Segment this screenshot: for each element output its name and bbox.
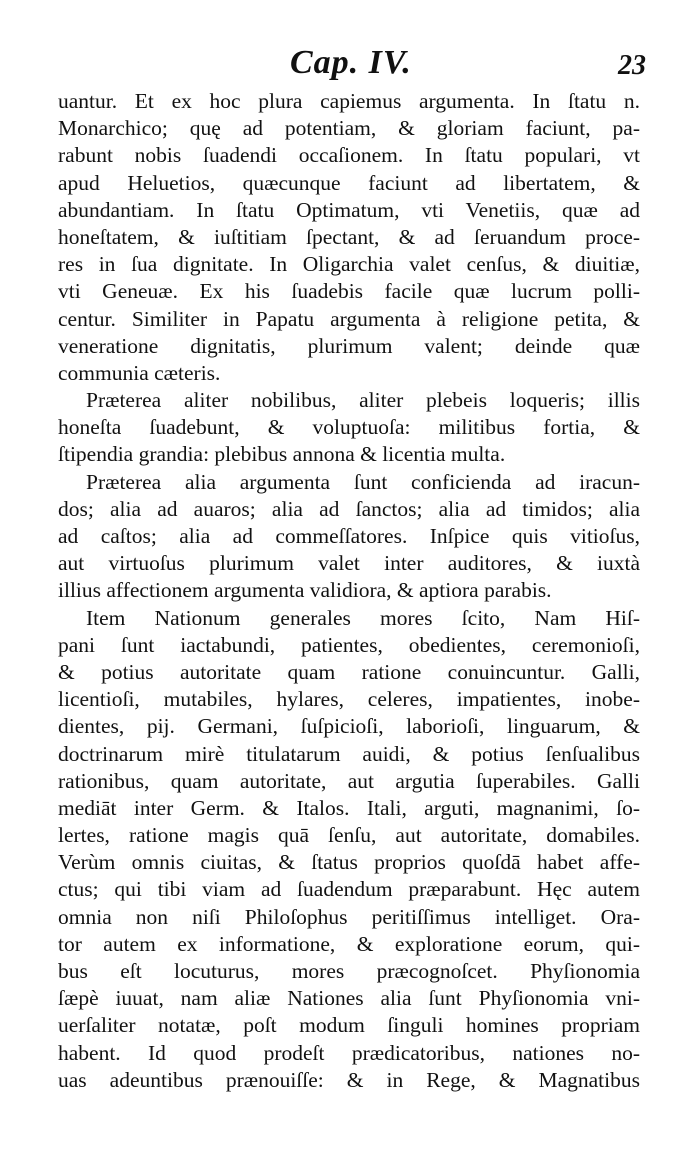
text-line: tor autem ex informatione, & exploratione eorum, qui- [58, 931, 640, 956]
text-line: veneratione dignitatis, plurimum valent; deinde quæ [58, 333, 640, 358]
text-line: Monarchico; quę ad potentiam, & gloriam faciunt, pa- [58, 116, 640, 141]
text-line: illius affectionem argumenta validiora, & aptiora parabis. [58, 578, 552, 603]
text-line: habent. Id quod prodeſt prædicatoribus, nationes no- [58, 1040, 640, 1065]
text-line: ctus; qui tibi viam ad ſuadendum præparabunt. Hęc autem [58, 877, 640, 902]
text-line: uantur. Et ex hoc plura capiemus argumenta. In ſtatu n. [58, 89, 640, 113]
text-line: uerſaliter notatæ, poſt modum ſinguli homines propriam [58, 1013, 640, 1038]
page-header [58, 44, 648, 90]
text-line: rabunt nobis ſuadendi occaſionem. In ſtatu populari, vt [58, 143, 640, 168]
text-line: dientes, pij. Germani, ſuſpicioſi, laborioſi, linguarum, & [58, 714, 640, 739]
text-line: dos; alia ad auaros; alia ad ſanctos; alia ad timidos; alia [58, 496, 640, 521]
text-line: doctrinarum mirè titulatarum auidi, & potius ſenſualibus [58, 741, 640, 766]
page-number: 23 [618, 50, 646, 81]
text-line: aut virtuoſus plurimum valet inter auditores, & iuxtà [58, 551, 640, 576]
text-line: Præterea alia argumenta ſunt conficienda ad iracun- [86, 469, 640, 494]
text-line: lertes, ratione magis quā ſenſu, aut autoritate, domabiles. [58, 823, 640, 848]
text-line: Præterea aliter nobilibus, aliter plebeis loqueris; illis [86, 388, 640, 413]
text-line: uas adeuntibus prænouiſſe: & in Rege, & Magnatibus [58, 1067, 640, 1092]
text-line: rationibus, quam autoritate, aut argutia ſuperabiles. Galli [58, 768, 640, 793]
text-line: res in ſua dignitate. In Oligarchia valet cenſus, & diuitiæ, [58, 252, 640, 277]
text-line: communia cæteris. [58, 360, 221, 385]
text-line: honeſta ſuadebunt, & voluptuoſa: militibus fortia, & [58, 415, 640, 440]
body-text [58, 88, 640, 1094]
text-line: centur. Similiter in Papatu argumenta à religione petita, & [58, 306, 640, 331]
text-line: omnia non niſi Philoſophus peritiſſimus intelliget. Ora- [58, 904, 640, 929]
text-line: ſtipendia grandia: plebibus annona & licentia multa. [58, 442, 506, 467]
text-line: Item Nationum generales mores ſcito, Nam Hiſ- [86, 605, 640, 630]
text-line: apud Heluetios, quæcunque faciunt ad libertatem, & [58, 170, 640, 195]
running-title: Cap. IV. [290, 44, 412, 81]
text-line: pani ſunt iactabundi, patientes, obedientes, ceremonioſi, [58, 632, 640, 657]
text-line: licentioſi, mutabiles, hylares, celeres, impatientes, inobe- [58, 687, 640, 712]
text-line: ad caſtos; alia ad commeſſatores. Inſpice quis vitioſus, [58, 524, 640, 548]
text-line: abundantiam. In ſtatu Optimatum, vti Venetiis, quæ ad [58, 197, 640, 222]
text-line: vti Geneuæ. Ex his ſuadebis facile quæ lucrum polli- [58, 279, 640, 304]
text-line: honeſtatem, & iuſtitiam ſpectant, & ad ſeruandum proce- [58, 224, 640, 249]
text-line: mediāt inter Germ. & Italos. Itali, arguti, magnanimi, ſo- [58, 795, 640, 820]
text-line: bus eſt locuturus, mores præcognoſcet. Phyſionomia [58, 959, 640, 983]
text-line: ſæpè iuuat, nam aliæ Nationes alia ſunt Phyſionomia vni- [58, 986, 640, 1011]
text-line: & potius autoritate quam ratione conuincuntur. Galli, [58, 659, 640, 684]
text-line: Verùm omnis ciuitas, & ſtatus proprios quoſdā habet affe- [58, 850, 640, 875]
